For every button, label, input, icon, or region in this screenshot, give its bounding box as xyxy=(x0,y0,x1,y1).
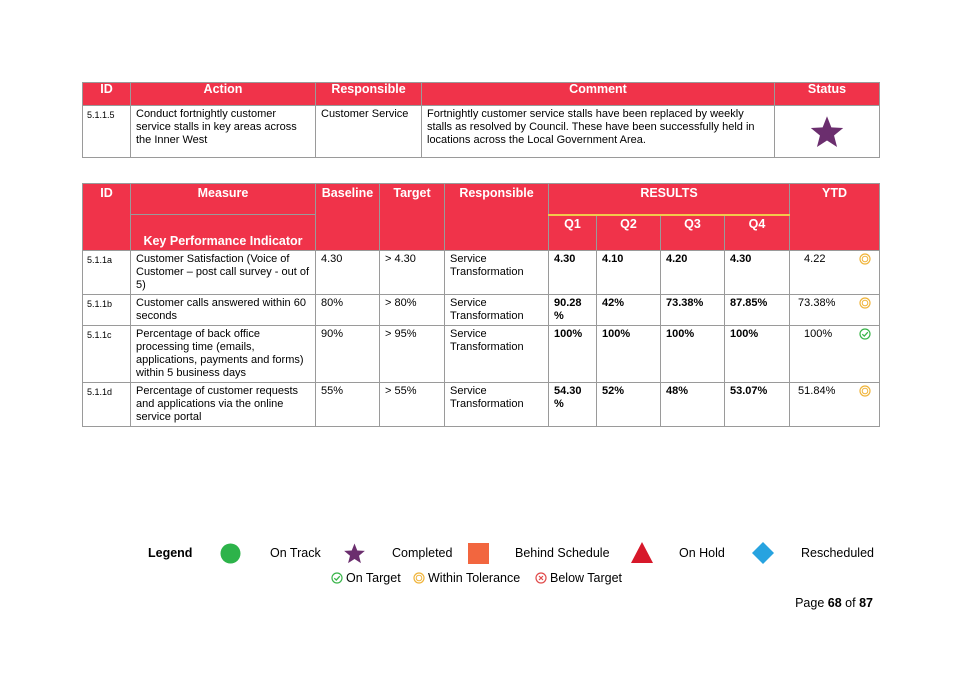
kpi-q4: 4.30 xyxy=(725,251,790,295)
kpi-responsible: Service Transformation xyxy=(445,326,549,383)
page-of: of xyxy=(845,596,856,610)
kpi-target: > 80% xyxy=(380,295,445,326)
kpi-baseline: 90% xyxy=(316,326,380,383)
kpi-q1: 4.30 xyxy=(549,251,597,295)
page-current: 68 xyxy=(827,596,842,610)
kpi-q3: 73.38% xyxy=(661,295,725,326)
kpi-baseline: 55% xyxy=(316,383,380,427)
kpi-q1: 54.30 % xyxy=(549,383,597,427)
kpi-q3: 48% xyxy=(661,383,725,427)
kpi-header-target: Target xyxy=(380,184,445,251)
kpi-header-q4: Q4 xyxy=(725,215,790,251)
kpi-responsible: Service Transformation xyxy=(445,383,549,427)
kpi-q1: 100% xyxy=(549,326,597,383)
kpi-id: 5.1.1d xyxy=(83,383,131,427)
kpi-baseline: 80% xyxy=(316,295,380,326)
kpi-header-q3: Q3 xyxy=(661,215,725,251)
kpi-target: > 55% xyxy=(380,383,445,427)
header-id: ID xyxy=(83,83,131,106)
kpi-header-results: RESULTS xyxy=(549,184,790,215)
kpi-header-q2: Q2 xyxy=(597,215,661,251)
completed-star-icon xyxy=(343,542,366,565)
kpi-ytd-value: 51.84% xyxy=(798,385,836,397)
within-tolerance-icon xyxy=(413,572,425,584)
kpi-q2: 4.10 xyxy=(597,251,661,295)
kpi-ytd-value: 73.38% xyxy=(798,297,836,309)
kpi-responsible: Service Transformation xyxy=(445,295,549,326)
kpi-responsible: Service Transformation xyxy=(445,251,549,295)
action-id: 5.1.1.5 xyxy=(83,106,131,158)
legend-behind-schedule: Behind Schedule xyxy=(515,546,610,560)
kpi-measure: Customer Satisfaction (Voice of Customer – post call survey - out of 5) xyxy=(131,251,316,295)
kpi-q2: 52% xyxy=(597,383,661,427)
kpi-header-responsible: Responsible xyxy=(445,184,549,251)
kpi-q3: 100% xyxy=(661,326,725,383)
kpi-ytd-value: 100% xyxy=(804,328,833,340)
kpi-measure: Percentage of customer requests and applications via the online service portal xyxy=(131,383,316,427)
action-responsible: Customer Service xyxy=(316,106,422,158)
on-target-icon xyxy=(331,572,343,584)
legend-title: Legend xyxy=(148,546,193,560)
kpi-measure: Percentage of back office processing time (emails, applications, payments and forms) within 5 business days xyxy=(131,326,316,383)
header-action: Action xyxy=(131,83,316,106)
legend-on-track: On Track xyxy=(270,546,321,560)
kpi-target: > 4.30 xyxy=(380,251,445,295)
kpi-target: > 95% xyxy=(380,326,445,383)
legend-within-tolerance: Within Tolerance xyxy=(428,571,521,585)
legend-completed: Completed xyxy=(392,546,453,560)
kpi-header-measure: Measure xyxy=(131,184,316,215)
kpi-q4: 87.85% xyxy=(725,295,790,326)
kpi-measure: Customer calls answered within 60 seconds xyxy=(131,295,316,326)
legend-below-target: Below Target xyxy=(550,571,623,585)
kpi-q2: 42% xyxy=(597,295,661,326)
kpi-q4: 53.07% xyxy=(725,383,790,427)
kpi-header-ytd: YTD xyxy=(790,184,880,251)
page-number xyxy=(795,596,873,610)
page-total: 87 xyxy=(859,596,873,610)
action-comment: Fortnightly customer service stalls have been replaced by weekly stalls as resolved by Council. These have been successfully held in locations across the Local Government Area. xyxy=(422,106,775,158)
kpi-q3: 4.20 xyxy=(661,251,725,295)
header-comment: Comment xyxy=(422,83,775,106)
kpi-id: 5.1.1a xyxy=(83,251,131,295)
legend-on-target: On Target xyxy=(346,571,401,585)
kpi-baseline: 4.30 xyxy=(316,251,380,295)
kpi-q2: 100% xyxy=(597,326,661,383)
below-target-icon xyxy=(535,572,547,584)
on-track-circle-icon xyxy=(220,543,241,564)
legend-on-hold: On Hold xyxy=(679,546,725,560)
kpi-header-q1: Q1 xyxy=(549,215,597,251)
kpi-q4: 100% xyxy=(725,326,790,383)
legend-rescheduled: Rescheduled xyxy=(801,546,874,560)
kpi-header-kpi: Key Performance Indicator xyxy=(131,215,316,251)
on-hold-triangle-icon xyxy=(631,542,653,563)
header-status: Status xyxy=(775,83,880,106)
kpi-q1: 90.28 % xyxy=(549,295,597,326)
page-prefix: Page xyxy=(795,596,825,610)
kpi-id: 5.1.1c xyxy=(83,326,131,383)
kpi-header-id: ID xyxy=(83,184,131,251)
rescheduled-diamond-icon xyxy=(752,542,774,564)
action-text: Conduct fortnightly customer service stalls in key areas across the Inner West xyxy=(131,106,316,158)
header-responsible: Responsible xyxy=(316,83,422,106)
kpi-header-baseline: Baseline xyxy=(316,184,380,251)
behind-schedule-square-icon xyxy=(468,543,489,564)
kpi-ytd-value: 4.22 xyxy=(804,253,826,265)
kpi-id: 5.1.1b xyxy=(83,295,131,326)
